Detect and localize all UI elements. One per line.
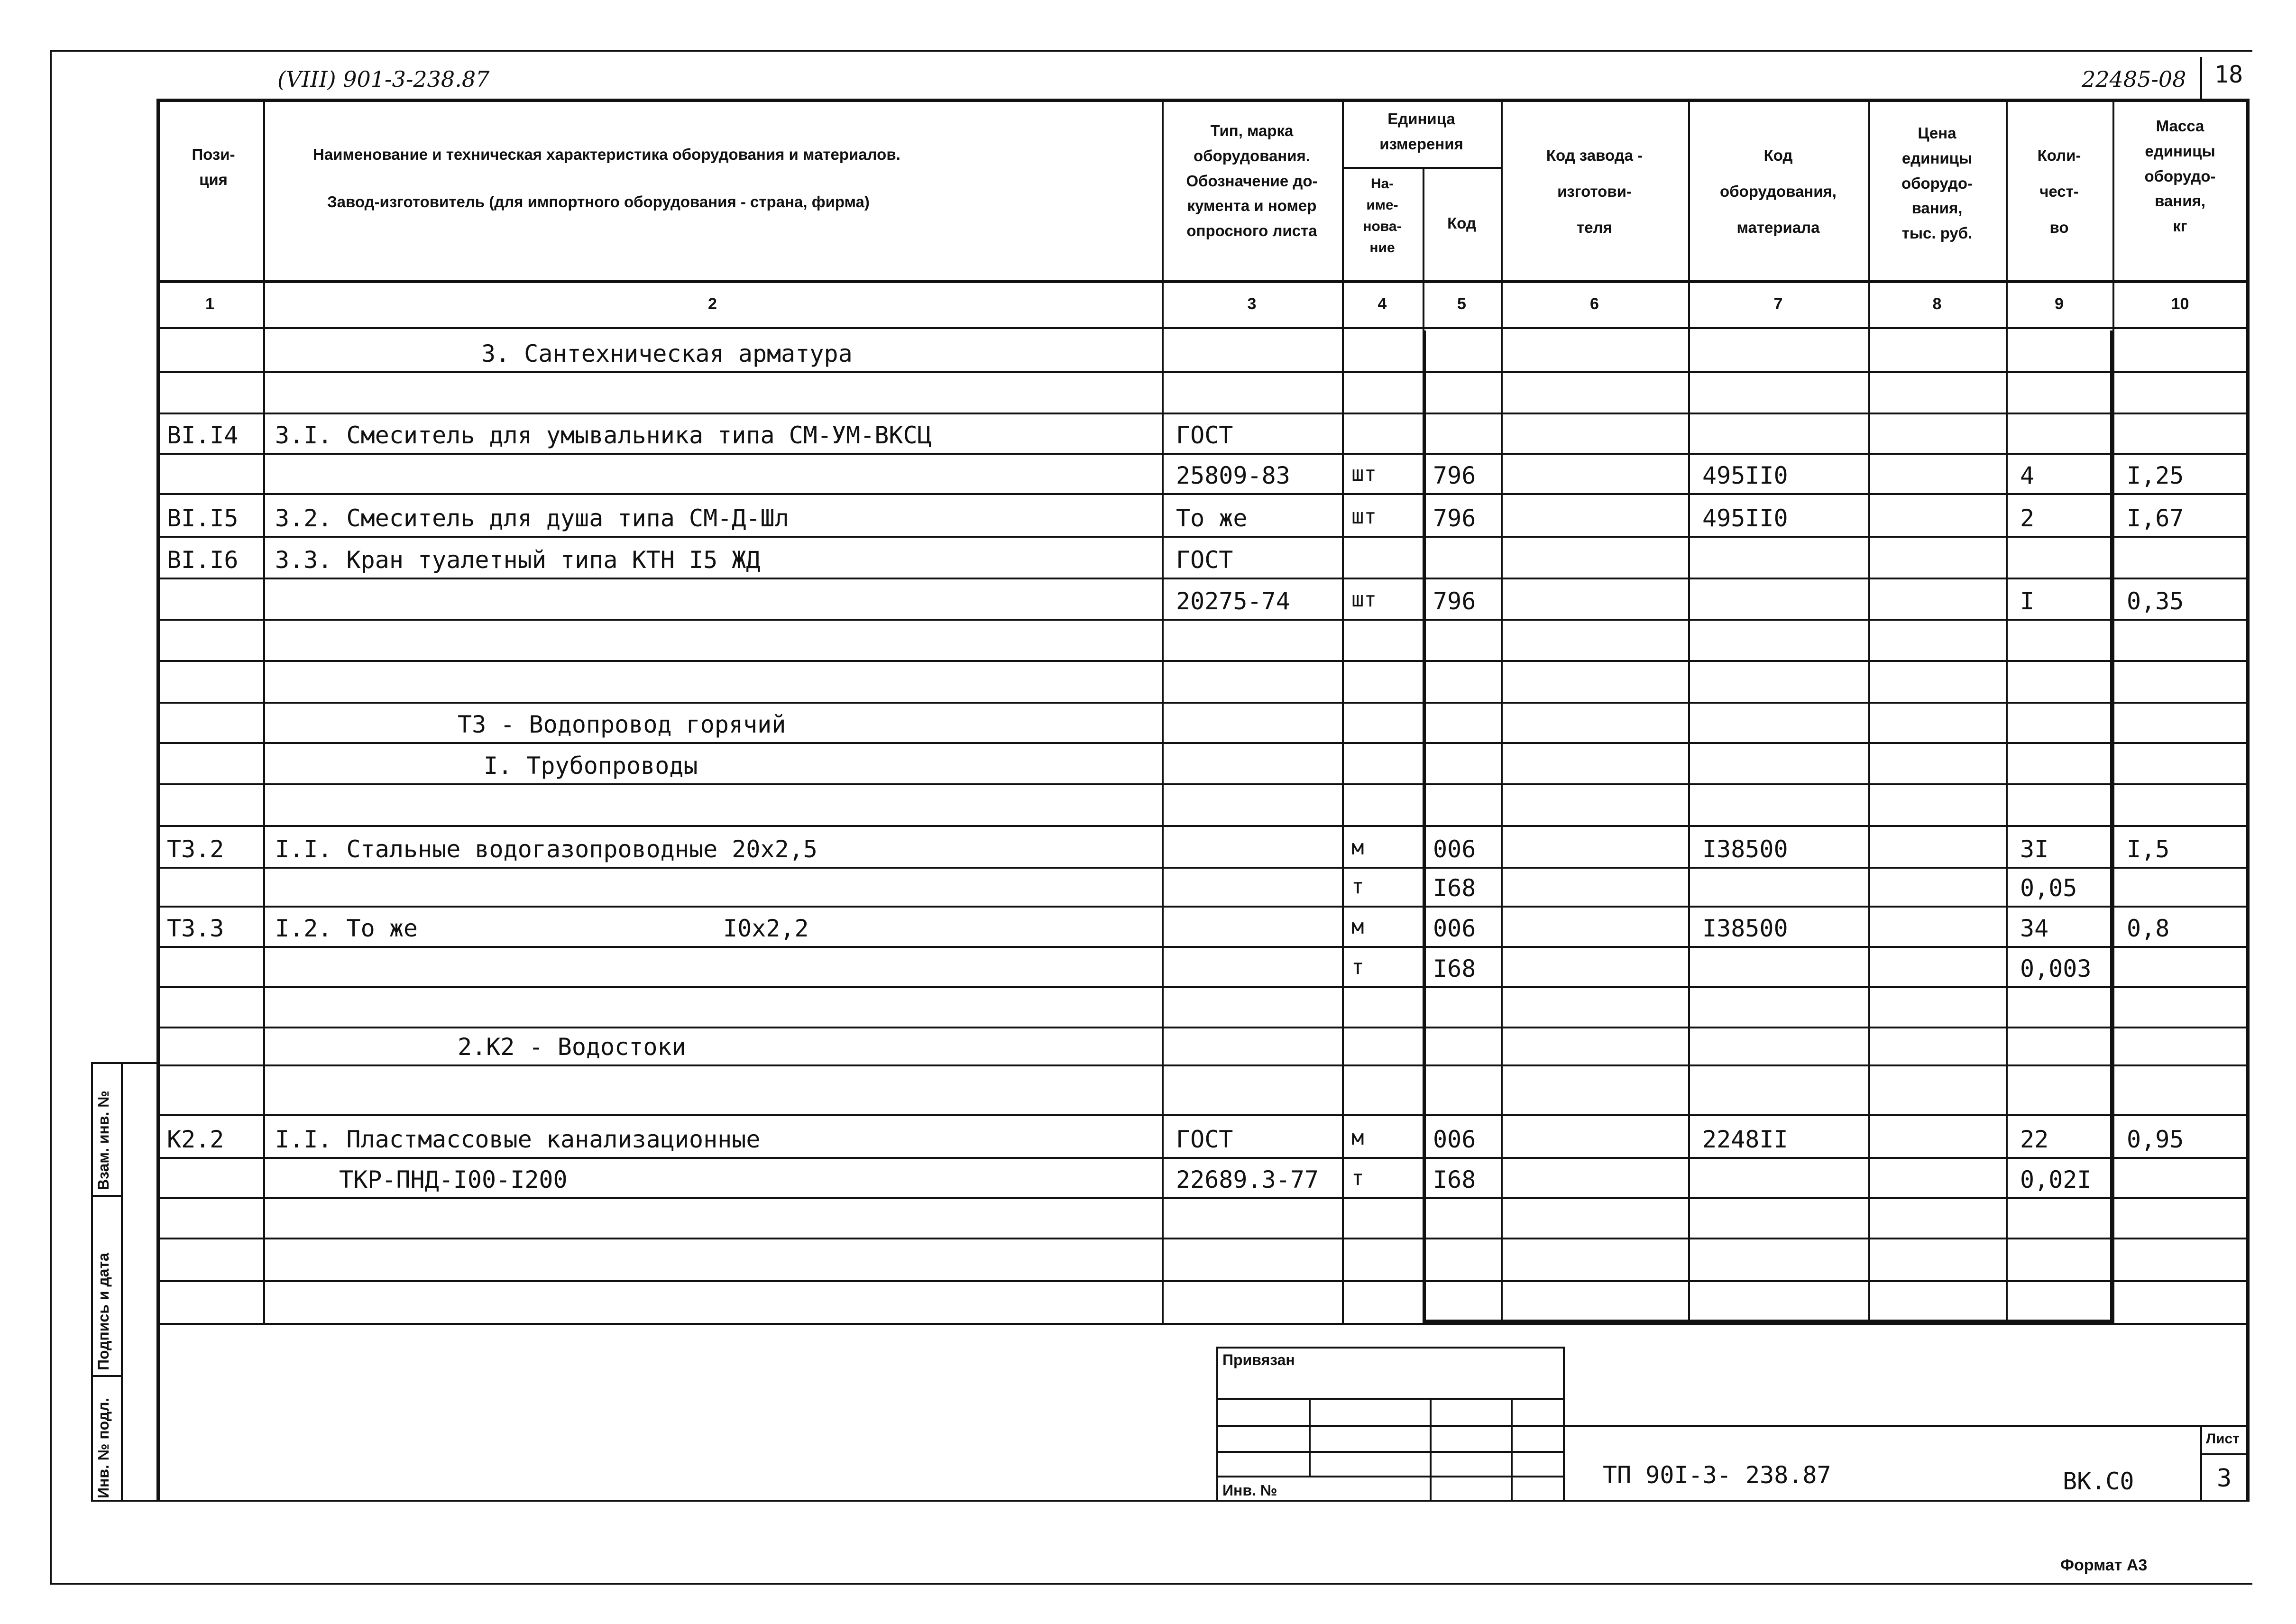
row-line [156, 536, 2248, 538]
row-line [156, 1064, 2248, 1066]
row-line [156, 619, 2248, 621]
row-unit-code: 796 [1433, 462, 1476, 489]
outer-frame-left [50, 50, 52, 1585]
header-pos: Пози- ция [192, 146, 235, 188]
side-label-replace-inv: Взам. инв. № [95, 1091, 112, 1190]
row-name: I.2. То же [275, 915, 418, 942]
outer-frame-top [50, 50, 2252, 52]
row-unit-code: 796 [1433, 505, 1476, 532]
side-stamp-mid [121, 1062, 123, 1501]
column-number: 10 [2171, 295, 2189, 313]
row-type: ГОСТ [1176, 422, 1233, 449]
privyazan-box-top [1216, 1347, 1565, 1349]
row-line [156, 371, 2248, 373]
table-left-border [156, 99, 160, 1500]
column-number: 8 [1932, 295, 1942, 313]
header-unit-name: На- име- нова- ние [1363, 176, 1402, 256]
table-right-border [2246, 99, 2250, 1500]
row-mass: 0,8 [2127, 915, 2170, 942]
header-name-line2: Завод-изготовитель (для импортного оборудования - страна, фирма) [327, 193, 870, 211]
column-number: 3 [1247, 295, 1257, 313]
row-qty: 34 [2020, 915, 2049, 942]
row-equip-code: I38500 [1702, 835, 1788, 863]
row-qty: I [2020, 587, 2035, 615]
row-unit: м [1351, 915, 1364, 939]
row-name: Т3 - Водопровод горячий [458, 711, 786, 738]
row-name: I.I. Пластмассовые канализационные [275, 1126, 761, 1153]
outer-frame-bottom [50, 1583, 2252, 1585]
row-line [156, 986, 2248, 988]
row-qty: 4 [2020, 462, 2035, 489]
row-name: 3. Сантехническая арматура [481, 340, 853, 367]
row-type: То же [1176, 505, 1248, 532]
column-line [1688, 99, 1690, 1323]
row-mass: 0,95 [2127, 1126, 2184, 1153]
row-line [156, 867, 2248, 869]
row-unit: шт [1351, 462, 1377, 486]
column-number: 4 [1378, 295, 1387, 313]
row-line [156, 1114, 2248, 1116]
row-position: BI.I4 [167, 422, 239, 449]
row-unit-code: 006 [1433, 835, 1476, 863]
row-line [156, 578, 2248, 579]
side-stamp-sep1 [91, 1195, 122, 1197]
row-unit: шт [1351, 587, 1377, 612]
table-top-border [156, 99, 2250, 102]
sheet-label: Лист [2206, 1431, 2240, 1447]
row-line [156, 1197, 2248, 1199]
sheet-box-left [2200, 1425, 2202, 1501]
row-name: I.I. Стальные водогазопроводные 20х2,5 [275, 835, 817, 863]
row-unit-code: 796 [1433, 587, 1476, 615]
side-stamp-left [91, 1062, 93, 1501]
row-line [156, 453, 2248, 455]
privyazan-v3 [1511, 1398, 1513, 1501]
header-unit: Единица измерения [1379, 110, 1463, 153]
row-qty: 2 [2020, 505, 2035, 532]
row-unit: т [1351, 1166, 1364, 1190]
row-mass: I,25 [2127, 462, 2184, 489]
header-factory: Код завода - изготови- теля [1546, 147, 1643, 236]
row-name: 3.2. Смеситель для душа типа СМ-Д-Шл [275, 505, 789, 532]
row-qty: 3I [2020, 835, 2049, 863]
row-position: Т3.3 [167, 915, 224, 942]
row-equip-code: I38500 [1702, 915, 1788, 942]
column-number: 1 [205, 295, 214, 313]
row-line [156, 946, 2248, 948]
header-name-line1: Наименование и техническая характеристика оборудования и материалов. [313, 146, 900, 163]
body-box-right [2110, 330, 2113, 1323]
doc-mark: ВК.С0 [2063, 1468, 2134, 1495]
column-line [1868, 99, 1870, 1323]
row-position: К2.2 [167, 1126, 224, 1153]
row-type: 20275-74 [1176, 587, 1290, 615]
row-type: ГОСТ [1176, 1126, 1233, 1153]
row-type: 25809-83 [1176, 462, 1290, 489]
privyazan-box-right [1563, 1347, 1565, 1501]
row-line [156, 742, 2248, 744]
privyazan-box-left [1216, 1347, 1218, 1501]
privyazan-v1 [1309, 1398, 1311, 1476]
page-number: 18 [2214, 61, 2243, 88]
doc-code-right: 22485-08 [2082, 66, 2186, 92]
row-name: I. Трубопроводы [484, 752, 698, 780]
row-type: 22689.3-77 [1176, 1166, 1319, 1193]
table-body-bottom [156, 1323, 2250, 1325]
row-line [156, 1238, 2248, 1239]
row-line [156, 1027, 2248, 1028]
header-qty: Коли- чест- во [2037, 147, 2081, 236]
body-box-left [1423, 330, 1426, 1323]
column-line [263, 99, 265, 1323]
row-unit-code: I68 [1433, 1166, 1476, 1193]
row-line [156, 1157, 2248, 1159]
row-line [156, 702, 2248, 704]
format-label: Формат А3 [2060, 1556, 2148, 1574]
column-line [1342, 99, 1344, 1323]
header-bottom-line [156, 280, 2250, 283]
column-number: 7 [1773, 295, 1783, 313]
row-position: BI.I5 [167, 505, 239, 532]
body-box-bottom [1423, 1320, 2113, 1323]
header-unit-code: Код [1447, 214, 1476, 232]
header-mass: Масса единицы оборудо- вания, кг [2144, 117, 2216, 235]
row-qty: 0,02I [2020, 1166, 2092, 1193]
row-unit-code: I68 [1433, 874, 1476, 902]
column-line [2006, 99, 2008, 1323]
row-qty: 0,003 [2020, 955, 2092, 982]
column-number: 5 [1457, 295, 1466, 313]
row-name: 3.I. Смеситель для умывальника типа СМ-УМ-ВКСЦ [275, 422, 932, 449]
column-number: 6 [1590, 295, 1599, 313]
column-line [1162, 99, 1164, 1323]
side-label-sign-date: Подпись и дата [95, 1253, 112, 1370]
header-equip-code: Код оборудования, материала [1720, 147, 1837, 236]
doc-code-left: (VIII) 901-3-238.87 [277, 66, 490, 92]
row-line [156, 493, 2248, 495]
row-line [156, 906, 2248, 908]
row-qty: 0,05 [2020, 874, 2077, 902]
header-type: Тип, марка оборудования. Обозначение до- кумента и номер опросного листа [1186, 122, 1318, 240]
row-unit-code: 006 [1433, 915, 1476, 942]
side-stamp-top [91, 1062, 157, 1064]
row-line [156, 1280, 2248, 1282]
side-stamp-bottom [91, 1500, 157, 1502]
table-bottom-border [156, 1500, 2250, 1502]
row-mass: I,5 [2127, 835, 2170, 863]
row-equip-code: 495II0 [1702, 505, 1788, 532]
sheet-number: 3 [2217, 1464, 2232, 1493]
privyazan-v2 [1430, 1398, 1432, 1501]
unit-header-divider [1342, 167, 1501, 169]
row-line [156, 660, 2248, 662]
doc-designation: ТП 90I-3- 238.87 [1603, 1461, 1831, 1489]
header-price: Цена единицы оборудо- вания, тыс. руб. [1901, 124, 1973, 242]
row-unit: м [1351, 1126, 1364, 1150]
row-type: ГОСТ [1176, 546, 1233, 574]
row-line [156, 413, 2248, 414]
column-line [1501, 99, 1503, 1323]
row-name-dimension: I0х2,2 [723, 915, 809, 942]
row-equip-code: 495II0 [1702, 462, 1788, 489]
row-line [156, 825, 2248, 827]
row-mass: I,67 [2127, 505, 2184, 532]
row-name: ТКР-ПНД-I00-I200 [339, 1166, 568, 1193]
column-number: 2 [708, 295, 717, 313]
row-unit: м [1351, 835, 1364, 860]
row-mass: 0,35 [2127, 587, 2184, 615]
row-unit: т [1351, 955, 1364, 979]
row-line [156, 783, 2248, 785]
row-name: 2.К2 - Водостоки [458, 1033, 686, 1061]
side-label-inv-orig: Инв. № подл. [95, 1397, 112, 1498]
row-qty: 22 [2020, 1126, 2049, 1153]
inv-no-label: Инв. № [1222, 1482, 1277, 1499]
row-position: Т3.2 [167, 835, 224, 863]
row-unit-code: 006 [1433, 1126, 1476, 1153]
sheet-box-divider [2200, 1453, 2250, 1455]
row-position: BI.I6 [167, 546, 239, 574]
privyazan-label: Привязан [1222, 1351, 1295, 1368]
column-number: 9 [2055, 295, 2064, 313]
row-name: 3.3. Кран туалетный типа КТН I5 ЖД [275, 546, 761, 574]
side-stamp-sep2 [91, 1375, 122, 1377]
row-unit-code: I68 [1433, 955, 1476, 982]
colnum-bottom-line [156, 327, 2250, 329]
page-number-divider [2200, 57, 2202, 99]
title-block-top [1563, 1425, 2250, 1427]
row-equip-code: 2248II [1702, 1126, 1788, 1153]
row-unit: т [1351, 874, 1364, 899]
row-unit: шт [1351, 505, 1377, 529]
